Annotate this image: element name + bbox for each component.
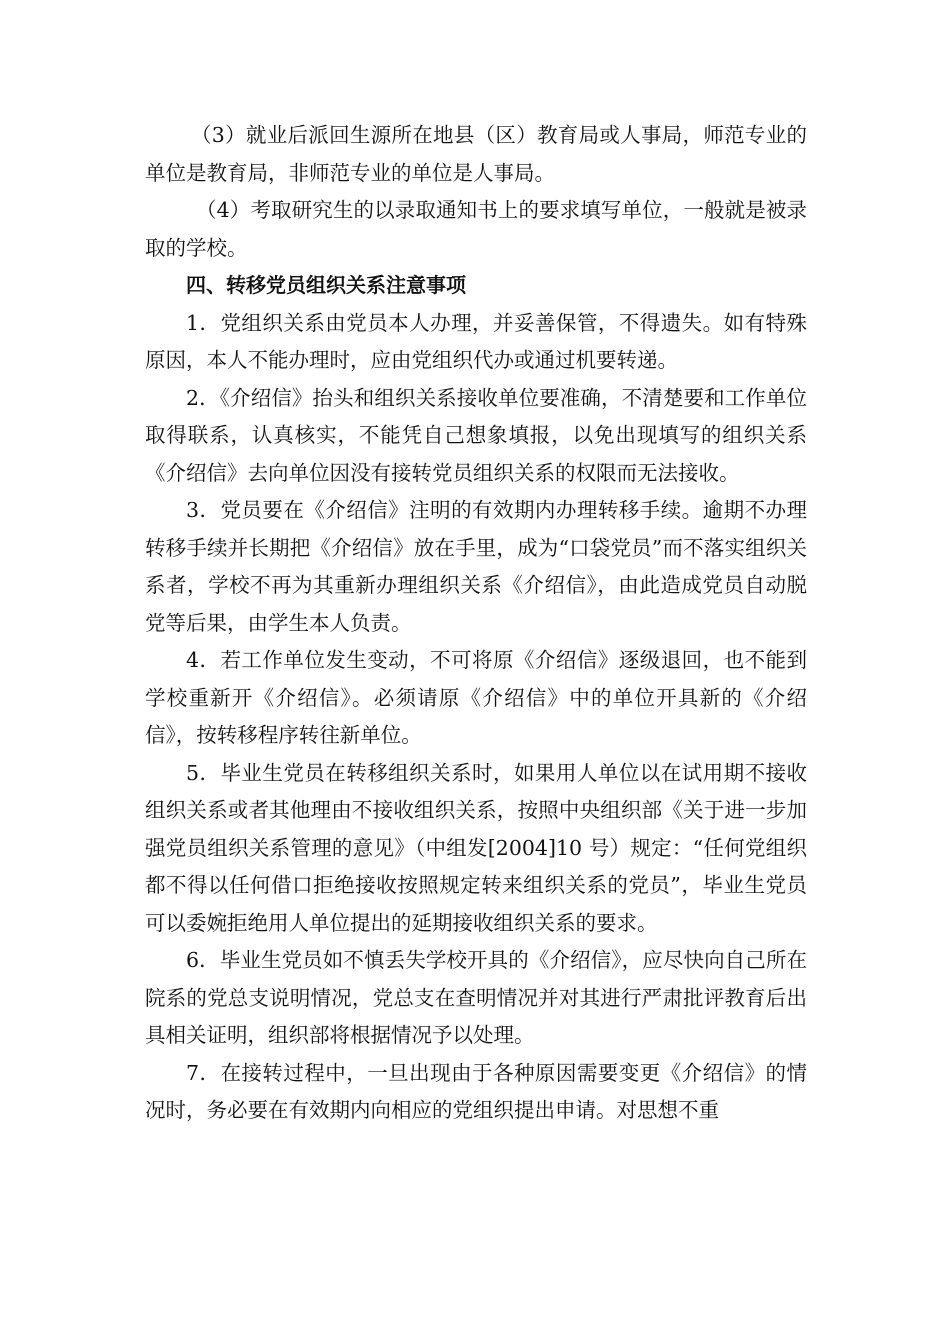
list-item-4: 4．若工作单位发生变动，不可将原《介绍信》逐级退回，也不能到学校重新开《介绍信》。必须请原《介绍信》中的单位开具新的《介绍信》，按转移程序转往新单位。 [145, 648, 807, 747]
section-heading: 四、转移党员组织关系注意事项 [186, 273, 466, 297]
document-body [145, 117, 807, 1130]
list-item-1: 1．党组织关系由党员本人办理，并妥善保管，不得遗失。如有特殊原因，本人不能办理时，应由党组织代办或通过机要转递。 [145, 310, 807, 372]
paragraph-item-3: （3）就业后派回生源所在地县（区）教育局或人事局，师范专业的单位是教育局，非师范专业的单位是人事局。 [145, 123, 807, 185]
list-item-5: 5．毕业生党员在转移组织关系时，如果用人单位以在试用期不接收组织关系或者其他理由不接收组织关系，按照中央组织部《关于进一步加强党员组织关系管理的意见》（中组发[2004]10 号）规定：“任何党组织都不得以任何借口拒绝接收按照规定转来组织关系的党员”，毕业生党员可以委婉拒绝用人单位提出的延期接收组织关系的要求。 [145, 760, 807, 935]
list-item-3: 3．党员要在《介绍信》注明的有效期内办理转移手续。逾期不办理转移手续并长期把《介绍信》放在手里，成为“口袋党员”而不落实组织关系者，学校不再为其重新办理组织关系《介绍信》，由此造成党员自动脱党等后果，由学生本人负责。 [145, 498, 807, 635]
list-item-7: 7．在接转过程中，一旦出现由于各种原因需要变更《介绍信》的情况时，务必要在有效期内向相应的党组织提出申请。对思想不重 [145, 1060, 807, 1122]
list-item-2: 2．《介绍信》抬头和组织关系接收单位要准确，不清楚要和工作单位取得联系，认真核实，不能凭自己想象填报，以免出现填写的组织关系《介绍信》去向单位因没有接转党员组织关系的权限而无法接收。 [145, 385, 807, 485]
list-item-6: 6．毕业生党员如不慎丢失学校开具的《介绍信》，应尽快向自己所在院系的党总支说明情况，党总支在查明情况并对其进行严肃批评教育后出具相关证明，组织部将根据情况予以处理。 [145, 948, 807, 1047]
paragraph-item-4: （4）考取研究生的以录取通知书上的要求填写单位，一般就是被录取的学校。 [145, 198, 807, 260]
